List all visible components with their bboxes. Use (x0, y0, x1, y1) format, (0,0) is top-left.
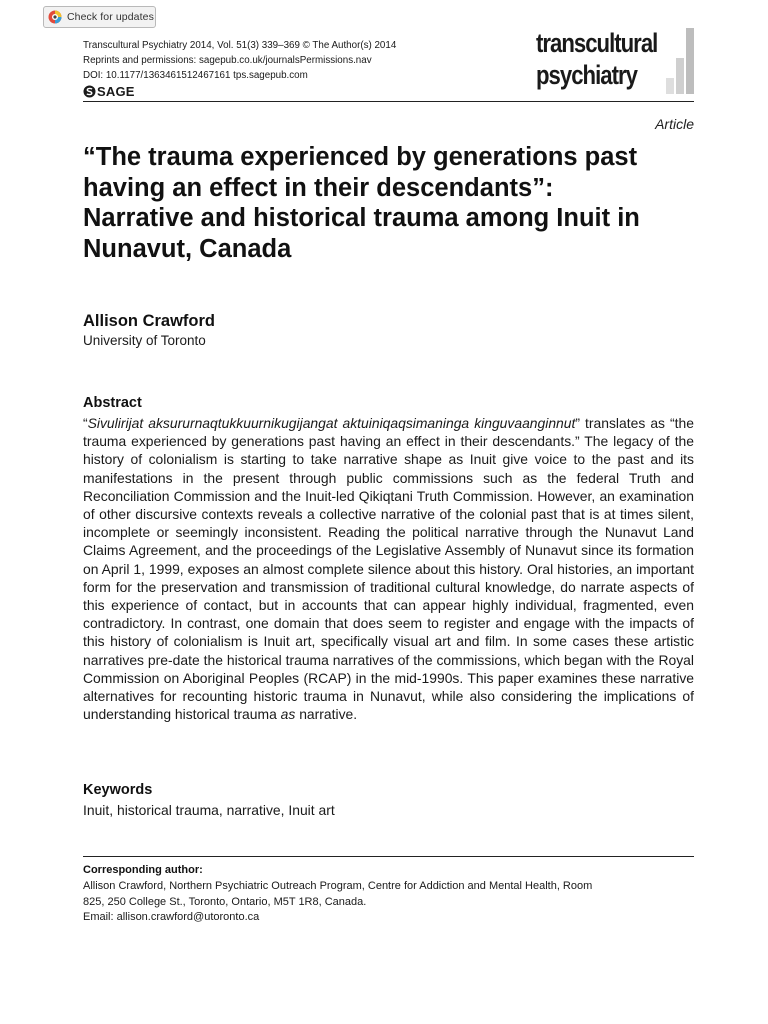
footer-divider (83, 856, 694, 857)
abstract-italic-as: as (280, 706, 296, 723)
inuktitut-phrase: Sivulirijat aksururnaqtukkuurnikugijangat aktuiniqaqsimaninga kinguvaanginnut (87, 415, 576, 431)
journal-logo (536, 28, 694, 96)
journal-citation-block (83, 38, 396, 99)
author-name: Allison Crawford (83, 312, 216, 330)
article-title: “The trauma experienced by generations past having an effect in their descendants”: Narrative and historical trauma among Inuit in Nunavut, Canada (83, 143, 640, 263)
logo-bars-icon (666, 28, 694, 94)
crossmark-icon (48, 10, 62, 24)
publisher-logo (83, 84, 396, 99)
corresponding-author-line2: 825, 250 College St., Toronto, Ontario, M5T 1R8, Canada. (83, 895, 367, 908)
author-affiliation: University of Toronto (83, 333, 206, 348)
citation-line: Transcultural Psychiatry 2014, Vol. 51(3) 339–369 © The Author(s) 2014 (83, 40, 397, 51)
corresponding-author-details (83, 879, 694, 926)
journal-logo-line2: psychiatry (536, 60, 637, 90)
journal-logo-line1: transcultural (536, 28, 658, 58)
corresponding-author-line1: Allison Crawford, Northern Psychiatric Outreach Program, Centre for Addiction and Mental Health, Room (83, 880, 593, 892)
permissions-line: Reprints and permissions: sagepub.co.uk/journalsPermissions.nav (83, 55, 372, 66)
sage-s-icon (83, 85, 96, 98)
header-divider (83, 101, 694, 102)
keywords-list: Inuit, historical trauma, narrative, Inuit art (83, 802, 335, 818)
abstract-heading: Abstract (83, 395, 142, 411)
keywords-heading: Keywords (83, 782, 153, 798)
doi-line: DOI: 10.1177/1363461512467161 tps.sagepub.com (83, 70, 308, 81)
abstract-text (83, 414, 694, 723)
abstract-open-quote: “ (83, 415, 88, 431)
check-for-updates-label: Check for updates (67, 11, 154, 23)
article-type-label: Article (655, 116, 694, 132)
corresponding-author-email[interactable]: Email: allison.crawford@utoronto.ca (83, 911, 260, 923)
abstract-part2: narrative. (295, 706, 358, 723)
check-for-updates-button[interactable] (43, 6, 156, 28)
publisher-name: SAGE (97, 84, 135, 99)
corresponding-author-heading: Corresponding author: (83, 864, 203, 876)
abstract-part1: ” translates as “the trauma experienced by generations past having an effect in their descendants.” The legacy of the history of colonialism is starting to take narrative shape as Inuit give voice to the past and its manifestations in the present through public commissions such as the federal Truth and Reconciliation Commission and the Inuit-led Qikiqtani Truth Commission. However, an examination of other discursive contexts reveals a collective narrative of the colonial past that is at times silent, incomplete or seemingly inconsistent. Reading the political narrative through the Nunavut Land Claims Agreement, and the proceedings of the Legislative Assembly of Nunavut since its formation on April 1, 1999, exposes an almost complete silence about this history. Oral histories, an important form for the preservation and transmission of traditional cultural knowledge, do narrate aspects of this experience of contact, but in accounts that can appear highly individual, fragmented, even contradictory. In contrast, one domain that does seem to register and engage with the impacts of this history of colonialism is Inuit art, specifically visual art and film. In some cases these artistic narratives pre-date the historical trauma narratives of the commissions, which began with the Royal Commission on Aboriginal Peoples (RCAP) in the mid-1990s. This paper examines these narrative alternatives for recounting historic trauma in Nunavut, while also considering the implications of understanding historical trauma (83, 415, 694, 723)
